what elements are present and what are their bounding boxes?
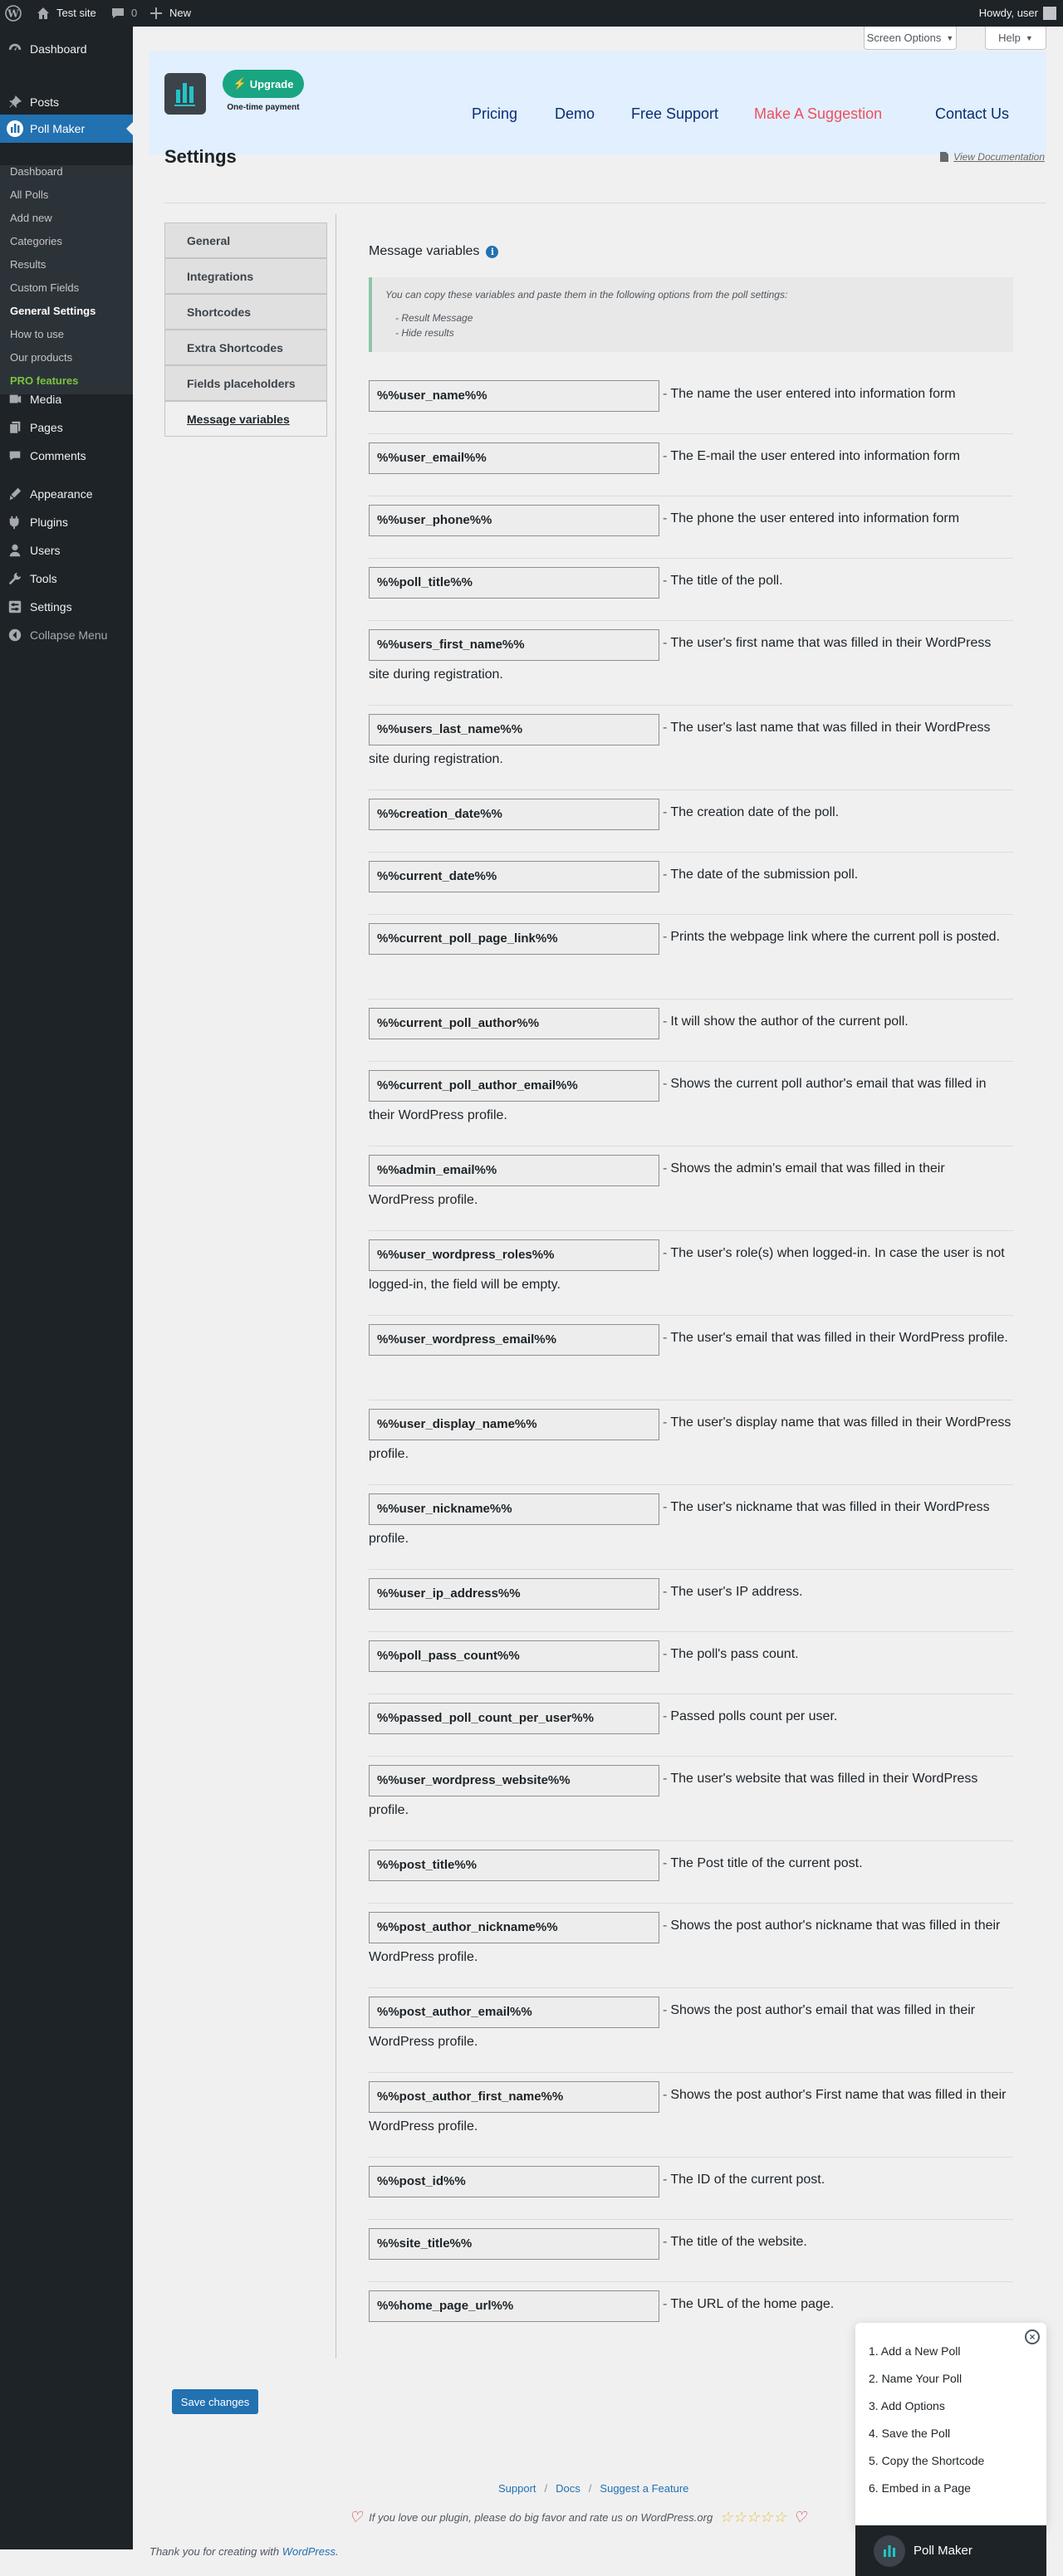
submenu-dashboard[interactable]: Dashboard	[10, 165, 63, 178]
variable-row	[369, 442, 1013, 474]
section-title-text: Message variables	[369, 244, 480, 258]
variable-description: Shows the post author's email that was filled in their WordPress profile.	[369, 2003, 976, 2049]
caret-down-icon: ▼	[946, 33, 954, 42]
menu-dashboard[interactable]	[0, 35, 133, 63]
dash: -	[663, 387, 668, 401]
nav-free-support[interactable]: Free Support	[631, 105, 719, 122]
variable-description: The user's last name that was filled in their WordPress site during registration.	[369, 721, 991, 766]
notice-text: You can copy these variables and paste them in the following options from the poll settings:	[385, 289, 788, 301]
save-changes-button[interactable]: Save changes	[172, 2389, 258, 2414]
variable-description: The user's first name that was filled in their WordPress site during registration.	[369, 636, 992, 682]
variable-row	[369, 1239, 1013, 1298]
nav-contact-us[interactable]: Contact Us	[935, 105, 1010, 122]
settings-icon	[0, 593, 30, 621]
menu-label: Posts	[30, 95, 60, 109]
rating-stars[interactable]	[719, 2509, 786, 2526]
variable-code-field[interactable]: %%user_email%%	[369, 442, 659, 474]
dash: -	[663, 2088, 668, 2102]
submenu-how-to-use[interactable]: How to use	[10, 328, 65, 340]
dash: -	[663, 1161, 668, 1176]
row-divider	[369, 2281, 1013, 2282]
menu-media[interactable]	[0, 385, 133, 413]
variable-code-field[interactable]: %%user_wordpress_website%%	[369, 1765, 659, 1796]
tab-general[interactable]: General	[164, 222, 327, 258]
variable-code-field[interactable]: %%user_wordpress_roles%%	[369, 1239, 659, 1271]
menu-label: Tools	[30, 572, 57, 585]
home-icon	[35, 5, 51, 22]
variable-description: The user's website that was filled in their WordPress profile.	[369, 1772, 978, 1817]
dash: -	[663, 1647, 668, 1661]
screen-options-button[interactable]	[864, 27, 957, 50]
variable-code-field[interactable]: %%user_wordpress_email%%	[369, 1324, 659, 1356]
current-arrow-icon	[126, 122, 133, 135]
row-divider	[369, 705, 1013, 706]
dash: -	[663, 1077, 668, 1091]
variable-row	[369, 567, 1013, 599]
row-divider	[369, 2072, 1013, 2073]
poll-maker-help-bar[interactable]	[855, 2525, 1046, 2576]
footer-link-docs[interactable]: Docs	[556, 2482, 580, 2495]
rate-us	[349, 2509, 806, 2526]
variable-description: The Post title of the current post.	[670, 1856, 863, 1870]
my-account-link[interactable]	[979, 0, 1056, 27]
dash: -	[663, 868, 668, 882]
variable-row	[369, 1409, 1013, 1468]
submenu-results[interactable]: Results	[10, 258, 47, 271]
variable-description: The poll's pass count.	[670, 1647, 799, 1661]
dash: -	[663, 636, 668, 650]
comments-link[interactable]	[110, 0, 137, 27]
menu-label: Collapse Menu	[30, 628, 108, 642]
variable-row	[369, 1703, 1013, 1734]
variable-row	[369, 505, 1013, 536]
help-label: Help	[998, 32, 1021, 44]
row-divider	[369, 558, 1013, 559]
poll-bars-icon	[164, 73, 206, 115]
variable-description: The user's role(s) when logged-in. In case the user is not logged-in, the field will be empty.	[369, 1246, 1005, 1292]
nav-pricing[interactable]: Pricing	[472, 105, 518, 122]
star-icon: ☆	[746, 2509, 760, 2525]
variable-row	[369, 1155, 1013, 1214]
page-title: Settings	[164, 146, 237, 167]
wordpress-link[interactable]: WordPress	[282, 2545, 336, 2558]
variable-code-field[interactable]: %%users_first_name%%	[369, 629, 659, 661]
document-icon	[940, 152, 948, 162]
submenu-general-settings[interactable]: General Settings	[10, 305, 96, 317]
variable-row	[369, 1008, 1013, 1039]
variable-description: The phone the user entered into information form	[670, 511, 960, 525]
variable-code-field[interactable]: %%post_title%%	[369, 1850, 659, 1881]
dash: -	[663, 2003, 668, 2017]
tab-extra-shortcodes[interactable]: Extra Shortcodes	[164, 330, 327, 365]
new-content-link[interactable]	[148, 0, 191, 27]
dash: -	[663, 1585, 668, 1599]
variable-description: The creation date of the poll.	[670, 805, 840, 819]
menu-label: Users	[30, 544, 61, 557]
star-icon: ☆	[759, 2509, 773, 2525]
menu-label: Comments	[30, 449, 86, 462]
separator: /	[588, 2482, 592, 2495]
variable-code-field[interactable]: %%passed_poll_count_per_user%%	[369, 1703, 659, 1734]
dash: -	[663, 930, 668, 944]
variable-row	[369, 923, 1013, 955]
variable-code-field[interactable]: %%users_last_name%%	[369, 714, 659, 745]
poll-maker-header	[149, 51, 1046, 154]
row-divider	[369, 1756, 1013, 1757]
variable-code-field[interactable]: %%current_poll_author%%	[369, 1008, 659, 1039]
dash: -	[663, 1772, 668, 1786]
variable-row	[369, 380, 1013, 412]
row-divider	[369, 2157, 1013, 2158]
dash: -	[663, 1856, 668, 1870]
row-divider	[369, 1840, 1013, 1841]
collapse-icon	[0, 621, 30, 649]
comments-count: 0	[131, 7, 138, 19]
upgrade-button[interactable]	[223, 70, 304, 98]
variable-row	[369, 1997, 1013, 2055]
star-icon: ☆	[719, 2509, 733, 2525]
variable-description: Prints the webpage link where the current poll is posted.	[670, 930, 1000, 944]
variable-code-field[interactable]: %%current_poll_author_email%%	[369, 1070, 659, 1102]
nav-make-suggestion[interactable]: Make A Suggestion	[754, 105, 883, 122]
menu-appearance[interactable]	[0, 480, 133, 508]
variable-row	[369, 1324, 1013, 1356]
thanks-suffix: .	[336, 2545, 339, 2558]
menu-label: Media	[30, 393, 62, 406]
tab-integrations[interactable]: Integrations	[164, 258, 327, 294]
dash: -	[663, 2297, 668, 2311]
new-label: New	[169, 7, 192, 19]
variables-notice	[369, 277, 1013, 352]
menu-tools[interactable]	[0, 565, 133, 593]
guide-step[interactable]: 2. Name Your Poll	[869, 2372, 963, 2385]
thanks-text: Thank you for creating with	[149, 2545, 282, 2558]
dash: -	[663, 2173, 668, 2187]
view-doc-label: View Documentation	[953, 151, 1045, 163]
dashboard-icon	[0, 35, 30, 63]
variable-description: The title of the website.	[670, 2235, 807, 2249]
variable-description: The ID of the current post.	[670, 2173, 825, 2187]
tab-message-variables[interactable]: Message variables	[164, 401, 327, 437]
nav-demo[interactable]: Demo	[555, 105, 595, 122]
menu-label: Pages	[30, 421, 63, 434]
section-title	[369, 244, 498, 259]
row-divider	[369, 1631, 1013, 1632]
dash: -	[663, 1014, 668, 1029]
footer-links	[498, 2482, 688, 2495]
site-name: Test site	[56, 7, 96, 19]
menu-posts[interactable]	[0, 88, 133, 116]
variable-description: The title of the poll.	[670, 574, 783, 588]
footer-link-suggest[interactable]: Suggest a Feature	[600, 2482, 689, 2495]
notice-item: - Result Message	[395, 312, 473, 324]
variable-code-field[interactable]: %%admin_email%%	[369, 1155, 659, 1186]
svg-text:W: W	[7, 7, 19, 20]
variable-row	[369, 1493, 1013, 1552]
variable-row	[369, 1070, 1013, 1129]
variable-row	[369, 2290, 1013, 2322]
view-documentation-link[interactable]	[940, 151, 1045, 163]
menu-settings[interactable]	[0, 593, 133, 621]
row-divider	[369, 1061, 1013, 1062]
menu-plugins[interactable]	[0, 508, 133, 536]
variable-code-field[interactable]: %%user_phone%%	[369, 505, 659, 536]
variable-row	[369, 861, 1013, 892]
variable-code-field[interactable]: %%home_page_url%%	[369, 2290, 659, 2322]
pin-icon	[0, 88, 30, 116]
row-divider	[369, 914, 1013, 915]
dash: -	[663, 511, 668, 525]
variable-description: Shows the post author's First name that was filled in their WordPress profile.	[369, 2088, 1007, 2134]
variable-description: The user's email that was filled in their WordPress profile.	[670, 1331, 1008, 1345]
row-divider	[369, 433, 1013, 434]
users-icon	[0, 536, 30, 565]
tab-fields-placeholders[interactable]: Fields placeholders	[164, 365, 327, 401]
admin-sidebar	[0, 27, 133, 2549]
variable-description: Passed polls count per user.	[670, 1709, 838, 1723]
variable-code-field[interactable]: %%current_poll_page_link%%	[369, 923, 659, 955]
variable-code-field[interactable]: %%user_name%%	[369, 380, 659, 412]
howdy-text: Howdy, user	[978, 7, 1038, 19]
row-divider	[369, 1903, 1013, 1904]
row-divider	[369, 2219, 1013, 2220]
variable-row	[369, 2081, 1013, 2140]
variable-row	[369, 629, 1013, 688]
poll-maker-submenu	[0, 165, 133, 394]
footer-link-support[interactable]: Support	[498, 2482, 536, 2495]
variable-description: The URL of the home page.	[670, 2297, 835, 2311]
quick-guide-panel	[855, 2323, 1046, 2529]
variable-description: The date of the submission poll.	[670, 868, 859, 882]
variable-code-field[interactable]: %%current_date%%	[369, 861, 659, 892]
variable-code-field[interactable]: %%post_author_first_name%%	[369, 2081, 659, 2113]
tab-shortcodes[interactable]: Shortcodes	[164, 294, 327, 330]
variable-description: The user's IP address.	[670, 1585, 803, 1599]
heart-icon: ♡	[792, 2509, 807, 2525]
menu-pages[interactable]	[0, 413, 133, 442]
variable-row	[369, 714, 1013, 773]
row-divider	[369, 620, 1013, 621]
row-divider	[369, 1987, 1013, 1988]
dash: -	[663, 1331, 668, 1345]
screen-options-label: Screen Options	[866, 32, 942, 44]
submenu-all-polls[interactable]: All Polls	[10, 188, 49, 201]
dash: -	[663, 574, 668, 588]
variable-code-field[interactable]: %%poll_pass_count%%	[369, 1640, 659, 1672]
submenu-our-products[interactable]: Our products	[10, 351, 73, 364]
dash: -	[663, 805, 668, 819]
variable-code-field[interactable]: %%user_nickname%%	[369, 1493, 659, 1525]
submenu-categories[interactable]: Categories	[10, 235, 62, 247]
plug-icon	[0, 508, 30, 536]
variable-row	[369, 1912, 1013, 1971]
dash: -	[663, 1919, 668, 1933]
site-name-link[interactable]	[35, 0, 96, 27]
submenu-add-new[interactable]: Add new	[10, 212, 52, 224]
menu-label: Plugins	[30, 516, 68, 529]
plus-icon	[148, 5, 164, 22]
dash: -	[663, 1246, 668, 1260]
variable-description: The name the user entered into information form	[670, 387, 956, 401]
variable-code-field[interactable]: %%site_title%%	[369, 2228, 659, 2260]
guide-step[interactable]: 6. Embed in a Page	[869, 2481, 971, 2495]
row-divider	[369, 999, 1013, 1000]
poll-maker-icon	[0, 115, 30, 143]
variable-row	[369, 2228, 1013, 2260]
menu-label: Poll Maker	[30, 122, 86, 135]
variable-code-field[interactable]: %%user_display_name%%	[369, 1409, 659, 1440]
variable-description: Shows the admin's email that was filled in their WordPress profile.	[369, 1161, 945, 1207]
dash: -	[663, 1500, 668, 1514]
row-divider	[369, 1569, 1013, 1570]
variable-row	[369, 799, 1013, 830]
brush-icon	[0, 480, 30, 508]
variable-description: Shows the current poll author's email that was filled in their WordPress profile.	[369, 1077, 987, 1122]
footer-thanks	[149, 2545, 339, 2558]
variable-code-field[interactable]: %%post_author_email%%	[369, 1997, 659, 2028]
dash: -	[663, 449, 668, 463]
variable-code-field[interactable]: %%post_id%%	[369, 2166, 659, 2197]
submenu-custom-fields[interactable]: Custom Fields	[10, 281, 80, 294]
row-divider	[369, 1484, 1013, 1485]
variable-code-field[interactable]: %%poll_title%%	[369, 567, 659, 599]
poll-maker-logo[interactable]	[164, 73, 206, 115]
variable-description: The user's display name that was filled in their WordPress profile.	[369, 1415, 1012, 1461]
submenu-pro-features[interactable]: PRO features	[10, 374, 79, 387]
variable-description: The E-mail the user entered into information form	[670, 449, 960, 463]
variable-row	[369, 1850, 1013, 1881]
guide-step[interactable]: 4. Save the Poll	[869, 2427, 951, 2440]
guide-step[interactable]: 1. Add a New Poll	[869, 2344, 961, 2358]
main-content	[133, 27, 1063, 2558]
menu-comments[interactable]	[0, 442, 133, 470]
lightning-icon: ⚡	[233, 77, 247, 90]
variable-code-field[interactable]: %%creation_date%%	[369, 799, 659, 830]
notice-item: - Hide results	[395, 327, 454, 339]
menu-label: Settings	[30, 600, 72, 613]
close-icon[interactable]: ×	[1025, 2329, 1040, 2344]
variable-row	[369, 2166, 1013, 2197]
row-divider	[369, 789, 1013, 790]
row-divider	[369, 852, 1013, 853]
admin-bar	[0, 0, 1063, 27]
caret-down-icon: ▼	[1025, 33, 1033, 42]
one-time-payment-text: One-time payment	[227, 103, 300, 112]
row-divider	[369, 1230, 1013, 1231]
pages-icon	[0, 413, 30, 442]
variable-code-field[interactable]: %%user_ip_address%%	[369, 1578, 659, 1610]
comment-bubble-icon	[110, 5, 126, 22]
menu-collapse[interactable]	[0, 621, 133, 649]
dash: -	[663, 721, 668, 735]
menu-label: Appearance	[30, 487, 93, 501]
menu-label: Dashboard	[30, 42, 87, 56]
variable-description: Shows the post author's nickname that was filled in their WordPress profile.	[369, 1919, 1001, 1964]
media-icon	[0, 385, 30, 413]
menu-users[interactable]	[0, 536, 133, 565]
variable-code-field[interactable]: %%post_author_nickname%%	[369, 1912, 659, 1943]
dash: -	[663, 1709, 668, 1723]
variable-description: The user's nickname that was filled in their WordPress profile.	[369, 1500, 990, 1546]
avatar	[1043, 7, 1056, 20]
star-icon: ☆	[732, 2509, 747, 2525]
separator: /	[544, 2482, 548, 2495]
info-icon[interactable]: i	[486, 246, 498, 258]
variable-row	[369, 1578, 1013, 1610]
dash: -	[663, 1415, 668, 1430]
dash: -	[663, 2235, 668, 2249]
comments-icon	[0, 442, 30, 470]
row-divider	[369, 1315, 1013, 1316]
star-icon: ☆	[772, 2509, 786, 2525]
help-bar-label: Poll Maker	[914, 2544, 972, 2558]
guide-step[interactable]: 3. Add Options	[869, 2399, 945, 2412]
guide-step[interactable]: 5. Copy the Shortcode	[869, 2454, 985, 2467]
variable-description: It will show the author of the current poll.	[670, 1014, 909, 1029]
wrench-icon	[0, 565, 30, 593]
upgrade-label: Upgrade	[249, 77, 294, 90]
menu-poll-maker[interactable]	[0, 115, 133, 143]
variable-row	[369, 1640, 1013, 1672]
poll-maker-avatar-icon	[874, 2535, 905, 2567]
wordpress-logo-icon[interactable]	[5, 0, 22, 27]
variable-row	[369, 1765, 1013, 1824]
rate-text: If you love our plugin, please do big favor and rate us on WordPress.org	[369, 2511, 713, 2524]
help-button[interactable]	[985, 27, 1046, 50]
heart-icon: ♡	[349, 2509, 363, 2525]
